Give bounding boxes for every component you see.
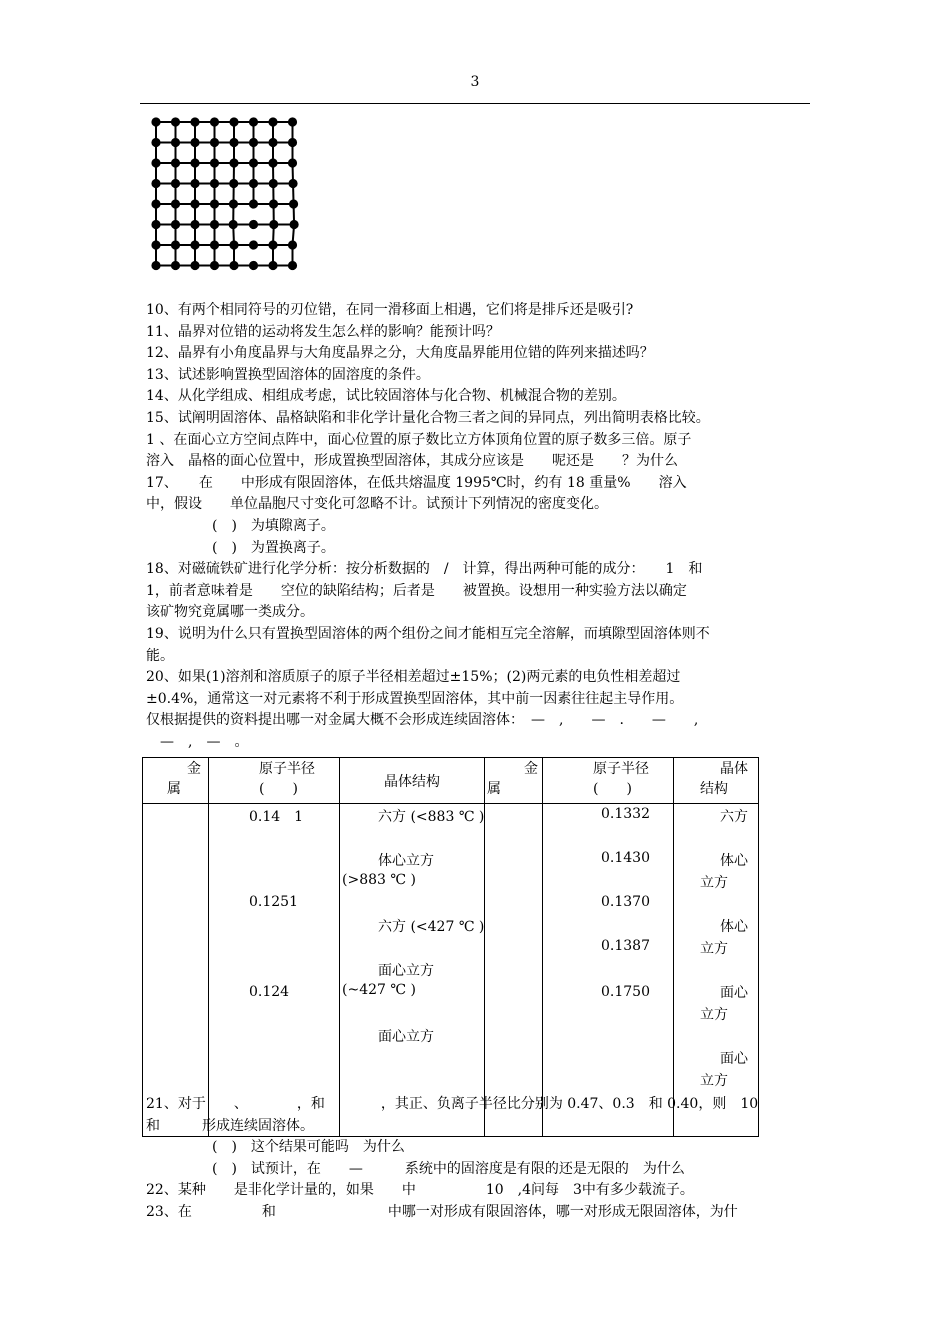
radius-right-value: 0.1370 — [601, 894, 650, 910]
lattice-atom — [289, 159, 296, 166]
lattice-atom — [152, 262, 159, 269]
question-16-line-2: 溶入 晶格的面心位置中，形成置换型固溶体，其成分应该是 呢还是 ？为什么 — [146, 453, 678, 470]
lattice-atom — [191, 241, 198, 248]
question-21-line-2: 和 形成连续固溶体。 — [146, 1117, 314, 1134]
structure-right-value: 立方 — [700, 1073, 728, 1089]
lattice-atom — [172, 200, 179, 207]
structure-right-value: 体心 — [720, 853, 748, 869]
question-18-line-3: 该矿物究竟属哪一类成分。 — [146, 604, 314, 621]
radius-right-cell — [543, 804, 674, 1137]
question-16-line-1: 1 、在面心立方空间点阵中，面心位置的原子数比立方体顶角位置的原子数多三倍。原子 — [146, 431, 692, 448]
lattice-atom — [230, 262, 237, 269]
question-15: 15、试阐明固溶体、晶格缺陷和非化学计量化合物三者之间的异同点，列出简明表格比较。 — [146, 409, 710, 426]
lattice-atom — [211, 241, 218, 248]
dislocation-lattice-figure — [146, 112, 302, 276]
lattice-atom — [270, 221, 277, 228]
structure-left-value: 体心立方 — [378, 853, 434, 869]
lattice-atom — [211, 180, 218, 187]
structure-left-value: 面心立方 — [378, 1029, 434, 1045]
lattice-atom — [230, 200, 237, 207]
lattice-atom — [269, 262, 276, 269]
question-list — [146, 300, 826, 753]
structure-right-value: 面心 — [720, 1051, 748, 1067]
lattice-atom — [291, 221, 298, 228]
lattice-atom — [211, 221, 218, 228]
structure-right-cell — [674, 804, 759, 1137]
lattice-atom — [211, 159, 218, 166]
structure-right-value: 面心 — [720, 985, 748, 1001]
lattice-atom — [191, 139, 198, 146]
question-20-line-2: ±0.4%，通常这一对元素将不利于形成置换型固溶体，其中前一因素往往起主导作用。 — [146, 690, 684, 707]
question-21-part-2: ( ) 试预计，在 — 系统中的固溶度是有限的还是无限的 为什么 — [212, 1160, 685, 1177]
lattice-atom — [289, 118, 296, 125]
question-20-line-1: 20、如果(1)溶剂和溶质原子的原子半径相差超过±15%；(2)两元素的电负性相差超过 — [146, 669, 681, 686]
structure-left-value: 六方 (<427 ℃ ) — [378, 919, 485, 935]
lattice-atom — [152, 159, 159, 166]
structure-left-value: (~427 ℃ ) — [342, 982, 416, 998]
page-number: 3 — [470, 74, 480, 90]
metal-radius-table — [142, 757, 759, 1137]
question-18-line-1: 18、对磁硫铁矿进行化学分析：按分析数据的 / 计算，得出两种可能的成分： 1 和 — [146, 561, 703, 578]
structure-right-value: 体心 — [720, 919, 748, 935]
lattice-atom — [172, 262, 179, 269]
header-structure-left: 晶体结构 — [340, 758, 485, 804]
lattice-atom — [270, 180, 277, 187]
lattice-atom — [191, 180, 198, 187]
structure-right-value: 立方 — [700, 875, 728, 891]
lattice-atom — [269, 118, 276, 125]
radius-right-value: 0.1387 — [601, 938, 650, 954]
question-11: 11、晶界对位错的运动将发生怎么样的影响？能预计吗？ — [146, 323, 500, 340]
table-body-row — [143, 804, 759, 1137]
question-list-after-table — [146, 1094, 826, 1224]
lattice-atom — [250, 221, 257, 228]
lattice-atom — [211, 262, 218, 269]
lattice-atom — [269, 139, 276, 146]
lattice-atom — [172, 159, 179, 166]
lattice-atom — [152, 241, 159, 248]
question-19-line-2: 能。 — [146, 647, 174, 664]
question-12: 12、晶界有小角度晶界与大角度晶界之分，大角度晶界能用位错的阵列来描述吗？ — [146, 345, 654, 362]
lattice-atom — [191, 118, 198, 125]
lattice-atom — [250, 159, 257, 166]
metal-left-cell — [143, 804, 209, 1137]
lattice-atom — [152, 200, 159, 207]
question-14: 14、从化学组成、相组成考虑，试比较固溶体与化合物、机械混合物的差别。 — [146, 388, 626, 405]
table-header-row — [143, 758, 759, 804]
lattice-atom — [230, 221, 237, 228]
radius-left-cell — [209, 804, 340, 1137]
lattice-atom — [289, 180, 296, 187]
radius-left-value: 0.14 1 — [249, 809, 304, 825]
lattice-atom — [269, 241, 276, 248]
lattice-atom — [289, 241, 296, 248]
question-22: 22、某种 是非化学计量的，如果 中 10 ,4问每 3中有多少载流子。 — [146, 1182, 694, 1199]
lattice-atom — [152, 221, 159, 228]
lattice-atom — [269, 159, 276, 166]
lattice-atom — [289, 139, 296, 146]
lattice-atom — [230, 139, 237, 146]
lattice-atom — [211, 139, 218, 146]
header-structure-right: 晶体 结构 — [674, 758, 759, 804]
lattice-atom — [250, 241, 257, 248]
question-19-line-1: 19、说明为什么只有置换型固溶体的两个组份之间才能相互完全溶解，而填隙型固溶体则不 — [146, 625, 710, 642]
lattice-atom — [230, 180, 237, 187]
lattice-atom — [172, 180, 179, 187]
lattice-atom — [230, 159, 237, 166]
lattice-atom — [172, 241, 179, 248]
structure-right-value: 六方 — [720, 809, 748, 825]
question-23: 23、在 和 中哪一对形成有限固溶体，哪一对形成无限固溶体，为什 — [146, 1203, 738, 1220]
lattice-atom — [270, 200, 277, 207]
question-20-line-3: 仅根据提供的资料提出哪一对金属大概不会形成连续固溶体： — , — . — , — [146, 712, 699, 729]
question-17-part-1: ( ) 为填隙离子。 — [212, 517, 335, 534]
metal-right-cell — [485, 804, 543, 1137]
lattice-atom — [230, 241, 237, 248]
radius-left-value: 0.1251 — [249, 894, 298, 910]
question-18-line-2: 1，前者意味着是 空位的缺陷结构；后者是 被置换。设想用一种实验方法以确定 — [146, 582, 687, 599]
lattice-atom — [152, 139, 159, 146]
lattice-atom — [250, 139, 257, 146]
question-13: 13、试述影响置换型固溶体的固溶度的条件。 — [146, 366, 430, 383]
question-17-line-1: 17、 在 中形成有限固溶体，在低共熔温度 1995℃时，约有 18 重量% 溶入 — [146, 474, 687, 491]
structure-right-value: 立方 — [700, 941, 728, 957]
lattice-atom — [289, 262, 296, 269]
structure-left-value: 六方 (<883 ℃ ) — [378, 809, 485, 825]
question-17-part-2: ( ) 为置换离子。 — [212, 539, 335, 556]
question-21-part-1: ( ) 这个结果可能吗 为什么 — [212, 1139, 405, 1156]
radius-right-value: 0.1430 — [601, 850, 650, 866]
lattice-atom — [191, 159, 198, 166]
header-metal-left: 金 属 — [143, 758, 209, 804]
header-metal-right: 金 属 — [485, 758, 543, 804]
structure-left-value: 面心立方 — [378, 963, 434, 979]
question-21-line-1: 21、对于 、 ，和 ，其正、负离子半径比分别为 0.47、0.3 和 0.40，则 10 — [146, 1096, 759, 1112]
header-rule — [140, 103, 810, 104]
lattice-atom — [172, 118, 179, 125]
lattice-atom — [250, 180, 257, 187]
lattice-atom — [152, 180, 159, 187]
radius-left-value: 0.124 — [249, 984, 290, 1000]
structure-left-cell — [340, 804, 485, 1137]
question-10: 10、有两个相同符号的刃位错，在同一滑移面上相遇，它们将是排斥还是吸引? — [146, 302, 634, 318]
radius-right-value: 0.1332 — [601, 806, 650, 822]
lattice-atom — [172, 139, 179, 146]
lattice-atom — [211, 118, 218, 125]
lattice-atom — [250, 262, 257, 269]
lattice-atom — [191, 200, 198, 207]
radius-right-value: 0.1750 — [601, 984, 650, 1000]
lattice-atom — [290, 200, 297, 207]
lattice-atom — [191, 262, 198, 269]
lattice-atom — [230, 118, 237, 125]
lattice-atom — [250, 200, 257, 207]
question-17-line-2: 中，假设 单位晶胞尺寸变化可忽略不计。试预计下列情况的密度变化。 — [146, 496, 608, 513]
lattice-atom — [211, 200, 218, 207]
structure-left-value: (>883 ℃ ) — [342, 872, 416, 888]
header-radius-left: 原子半径 ( ) — [209, 758, 340, 804]
lattice-atom — [172, 221, 179, 228]
question-20-line-4: — , — 。 — [146, 733, 249, 750]
structure-right-value: 立方 — [700, 1007, 728, 1023]
lattice-atom — [152, 118, 159, 125]
header-radius-right: 原子半径 ( ) — [543, 758, 674, 804]
lattice-atom — [250, 118, 257, 125]
lattice-atom — [191, 221, 198, 228]
